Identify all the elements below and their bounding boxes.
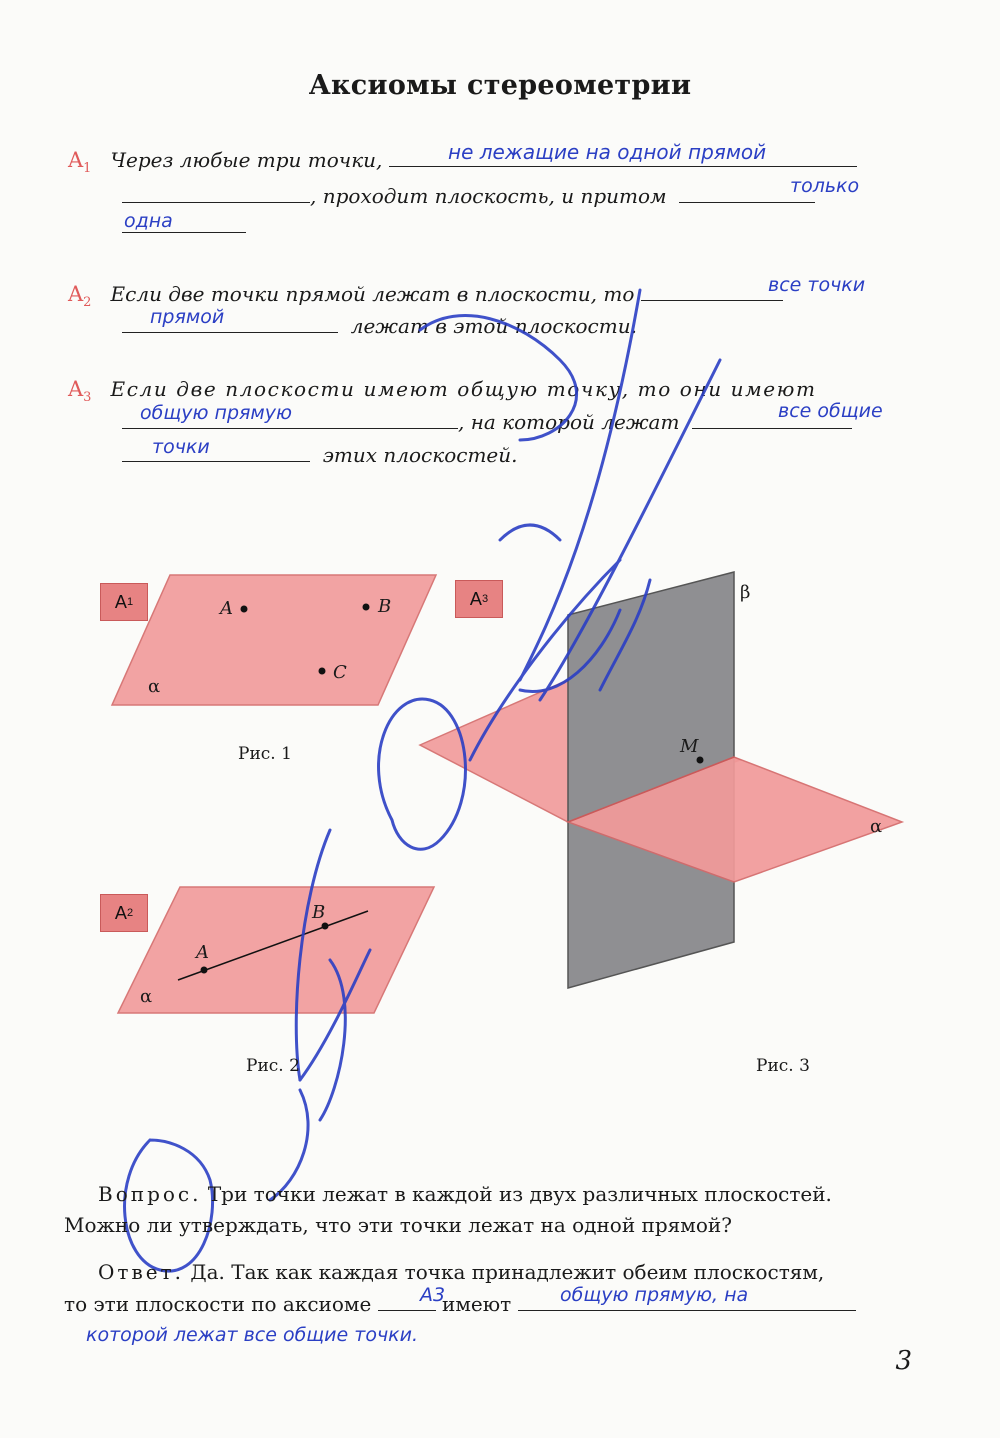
handwriting-answer-1: A3 (420, 1284, 446, 1306)
fig1-point-c (319, 668, 326, 675)
question-line1 (98, 1182, 832, 1206)
fig1-label-c: C (333, 662, 347, 683)
page-title: Аксиомы стереометрии (308, 70, 692, 101)
answer-label: Ответ. (98, 1260, 184, 1284)
question-line2: Можно ли утверждать, что эти точки лежат на одной прямой? (64, 1213, 732, 1237)
fig1-tag: A 1 (100, 583, 148, 621)
fig2-tag: A 2 (100, 894, 148, 932)
axiom-a3-label: $A_3$ (68, 377, 92, 406)
axiom-a1-label: $A_1$ (68, 148, 92, 177)
axiom-a1-text2: , проходит плоскость, и притом (310, 184, 667, 208)
fig1-label-alpha: α (148, 676, 161, 697)
fig2-label-b: B (312, 902, 326, 923)
fig2-label-a: A (196, 942, 209, 963)
fig1-caption: Рис. 1 (238, 744, 292, 764)
axiom-a2-text2: лежат в этой плоскости. (350, 314, 637, 338)
handwriting-a3-1: общую прямую (140, 402, 292, 424)
fig2-point-b (322, 923, 329, 930)
handwriting-a1-2: только (790, 175, 860, 197)
handwriting-a2-1: все точки (768, 274, 866, 296)
page-number: 3 (895, 1346, 912, 1376)
axiom-a3-text2: , на которой лежат (458, 410, 680, 434)
handwriting-answer-3: которой лежат все общие точки. (86, 1324, 419, 1346)
fig1-point-a (241, 606, 248, 613)
handwriting-a1-1: не лежащие на одной прямой (448, 140, 767, 164)
axiom-a2-label: $A_2$ (68, 282, 92, 311)
fig1-label-b: B (378, 596, 392, 617)
handwriting-a3-3: точки (152, 436, 210, 458)
fig3-caption: Рис. 3 (756, 1056, 810, 1076)
fig1-label-a: A (220, 598, 233, 619)
axiom-a1-text1: Через любые три точки, (110, 148, 383, 172)
answer-text2a: то эти плоскости по аксиоме (64, 1292, 372, 1316)
fig1-point-b (363, 604, 370, 611)
answer-text1: Да. Так как каждая точка принадлежит обеим плоскостям, (190, 1260, 825, 1284)
handwriting-a3-2: все общие (778, 400, 883, 422)
question-text1: Три точки лежат в каждой из двух различных плоскостей. (207, 1182, 832, 1206)
axiom-a3-text1: Если две плоскости имеют общую точку, то они имеют (110, 377, 817, 401)
fig3-label-m: M (680, 736, 699, 757)
fig2-label-alpha: α (140, 986, 153, 1007)
handwriting-a2-2: прямой (150, 306, 225, 328)
fig2-plane-alpha (118, 887, 434, 1013)
answer-text2b: имеют (442, 1292, 512, 1316)
fig3-point-m (697, 757, 704, 764)
answer-line1 (98, 1260, 824, 1284)
axiom-a3-text3: этих плоскостей. (322, 443, 518, 467)
fig3-tag: A 3 (455, 580, 503, 618)
fig3-label-alpha: α (870, 816, 883, 837)
fig2-point-a (201, 967, 208, 974)
handwriting-a1-3: одна (124, 210, 173, 232)
fig3-label-beta: β (740, 582, 751, 603)
question-label: Вопрос. (98, 1182, 202, 1206)
fig1-plane-alpha (112, 575, 436, 705)
handwriting-answer-2: общую прямую, на (560, 1284, 749, 1306)
axiom-a2-text1: Если две точки прямой лежат в плоскости, то (110, 282, 635, 306)
fig2-caption: Рис. 2 (246, 1056, 300, 1076)
